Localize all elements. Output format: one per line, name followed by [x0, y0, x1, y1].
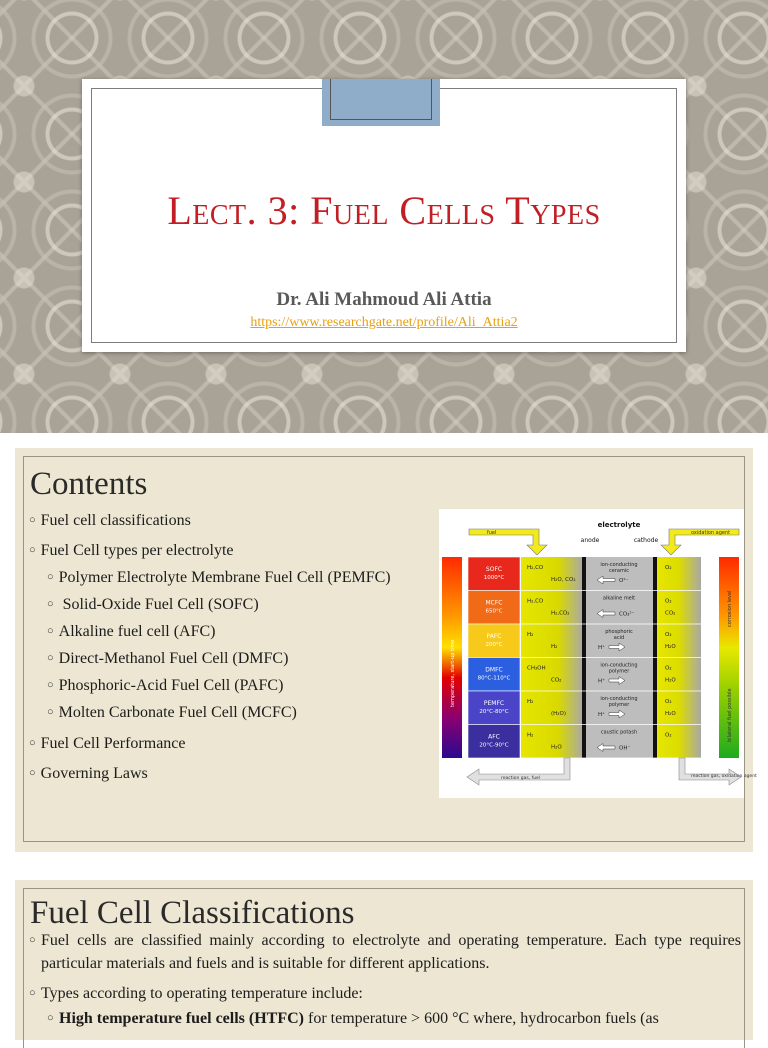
list-item: ○ Direct-Methanol Fuel Cell (DMFC) [47, 650, 289, 667]
fuel-cell-temperature: 80°C-110°C [477, 675, 511, 682]
title-card [82, 79, 686, 352]
corrosion-axis-label: corrosion level [727, 590, 733, 627]
fuel-cell-electrolyte-diagram [439, 509, 757, 798]
fuel-cell-type-cell [468, 557, 520, 591]
contents-title: Contents [30, 466, 148, 502]
fuel-cell-type-name: PEMFC [483, 700, 505, 707]
fuel-cell-type-cell [468, 658, 520, 692]
cathode-products: H₂O [665, 644, 676, 650]
title-slide [0, 0, 768, 433]
fuel-label: fuel [487, 530, 497, 536]
list-item: ○ Solid-Oxide Fuel Cell (SOFC) [47, 596, 259, 613]
anode-products: CO₂ [551, 677, 562, 684]
fuel-cell-type-name: MCFC [485, 599, 503, 607]
fuel-cell-temperature: 1000°C [483, 575, 505, 581]
anode-species: H₂ [527, 632, 534, 638]
cathode-label: cathode [633, 537, 659, 544]
reaction-gas-oxidation-label: reaction gas, oxidation agent [691, 774, 757, 779]
cathode-products: H₂O [665, 711, 676, 717]
fuel-arrow [469, 529, 547, 555]
fuel-cell-type-cell [468, 624, 520, 658]
bullet-icon: ○ [47, 625, 54, 637]
bullet-icon: ○ [29, 767, 36, 779]
list-item: ○ Fuel Cell types per electrolyte [29, 542, 234, 559]
ion-species: H⁺ [597, 678, 605, 685]
anode-products: H₂O, CO₂ [551, 577, 576, 583]
bullet-icon: ○ [47, 679, 54, 691]
bullet-icon: ○ [29, 514, 36, 526]
anode-species: CH₃OH [527, 665, 546, 672]
author-profile-link[interactable]: https://www.researchgate.net/profile/Ali_Attia2 [250, 315, 518, 330]
cathode-species: O₂ [665, 598, 672, 605]
electrolyte-material-2: acid [613, 635, 625, 641]
list-item: ○ Molten Carbonate Fuel Cell (MCFC) [47, 704, 297, 721]
fuel-cell-type-cell [468, 591, 520, 625]
electrolyte-material: phosphoric [605, 629, 633, 635]
anode-species: H₂,CO [527, 598, 544, 605]
cathode-species: O₂ [665, 565, 672, 571]
cathode-species: O₂ [665, 732, 672, 739]
reaction-gas-fuel-label: reaction gas, fuel [501, 776, 541, 781]
electrolyte-material: caustic potash [600, 729, 638, 736]
electrolyte-material: ion-conducting [600, 662, 638, 669]
anode-products: H₂ [551, 644, 558, 650]
electrolyte-header: electrolyte [597, 521, 641, 529]
anode-products: H₂,CO₂ [551, 610, 570, 617]
cathode-products: H₂O [665, 677, 676, 684]
list-item: ○ Fuel cell classifications [29, 512, 191, 529]
bilateral-axis-label: bilateral fuel possible [727, 688, 733, 742]
list-item: ○ Alkaline fuel cell (AFC) [47, 623, 216, 640]
list-item: ○ Fuel Cell Performance [29, 735, 186, 752]
anode-species: H₂,CO [527, 565, 544, 571]
bullet-icon: ○ [29, 987, 36, 999]
title-accent-tab [322, 79, 440, 126]
ion-species: H⁺ [597, 645, 605, 651]
ion-species: CO₃²⁻ [619, 611, 635, 618]
cathode-species: O₂ [665, 665, 672, 672]
fuel-cell-type-name: AFC [488, 733, 500, 741]
electrolyte-material-2: ceramic [609, 568, 629, 574]
anode-products: (H₂O) [551, 711, 566, 717]
ion-species: O²⁻ [619, 578, 629, 584]
electrolyte-material-2: polymer [608, 668, 630, 675]
electrolyte-material-2: polymer [608, 702, 630, 708]
cathode-species: O₂ [665, 632, 672, 638]
cathode-products: CO₂ [665, 610, 676, 617]
ion-species: H⁺ [597, 712, 605, 718]
ion-species: OH⁻ [619, 745, 631, 752]
list-item: ○ Polymer Electrolyte Membrane Fuel Cell (PEMFC) [47, 569, 391, 586]
list-item: ○ Phosphoric-Acid Fuel Cell (PAFC) [47, 677, 284, 694]
anode-products: H₂O [551, 744, 562, 751]
classifications-slide: Fuel Cell Classifications ○ Fuel cells are classified mainly according to electrolyte and operating temperature. Each type requires particular materials and fuels and is suitable for different applications. ○ Types according to operating temperature include: ○ High temperature fuel cells (HTFC) for temperature > 600 °C where, hydrocarbon fuels (as [15, 880, 753, 1040]
fuel-cell-temperature: 200°C [485, 642, 503, 648]
anode-species: H₂ [527, 699, 534, 705]
bullet-icon: ○ [29, 934, 36, 946]
list-item: ○ Governing Laws [29, 765, 148, 782]
bullet-icon: ○ [47, 598, 54, 610]
anode-label: anode [580, 537, 600, 544]
classifications-title: Fuel Cell Classifications [30, 895, 355, 931]
cathode-species: O₂ [665, 699, 672, 705]
fuel-cell-temperature: 20°C-80°C [479, 709, 509, 715]
electrolyte-material: ion-conducting [600, 696, 638, 702]
temperature-axis-label: temperature, start-up time [450, 639, 456, 707]
bullet-icon: ○ [47, 1012, 54, 1024]
fuel-cell-type-name: SOFC [485, 566, 503, 573]
fuel-cell-type-cell [468, 691, 520, 725]
fuel-cell-temperature: 650°C [485, 608, 503, 615]
fuel-cell-type-name: DMFC [485, 666, 503, 674]
lecture-title: Lect. 3: Fuel Cells Types [167, 188, 601, 233]
fuel-cell-temperature: 20°C-90°C [479, 742, 509, 749]
electrolyte-material: alkaline melt [602, 595, 636, 602]
bullet-icon: ○ [47, 571, 54, 583]
fuel-cell-type-name: PAFC [486, 633, 502, 640]
electrolyte-material: ion-conducting [600, 562, 638, 568]
bullet-icon: ○ [29, 544, 36, 556]
anode-species: H₂ [527, 732, 534, 739]
author-name: Dr. Ali Mahmoud Ali Attia [276, 289, 492, 310]
oxidation-label: oxidation agent [691, 530, 731, 536]
fuel-cell-type-cell [468, 725, 520, 759]
bullet-icon: ○ [47, 652, 54, 664]
reaction-gas-oxidation-arrow [679, 758, 741, 785]
bullet-icon: ○ [47, 706, 54, 718]
bullet-icon: ○ [29, 737, 36, 749]
